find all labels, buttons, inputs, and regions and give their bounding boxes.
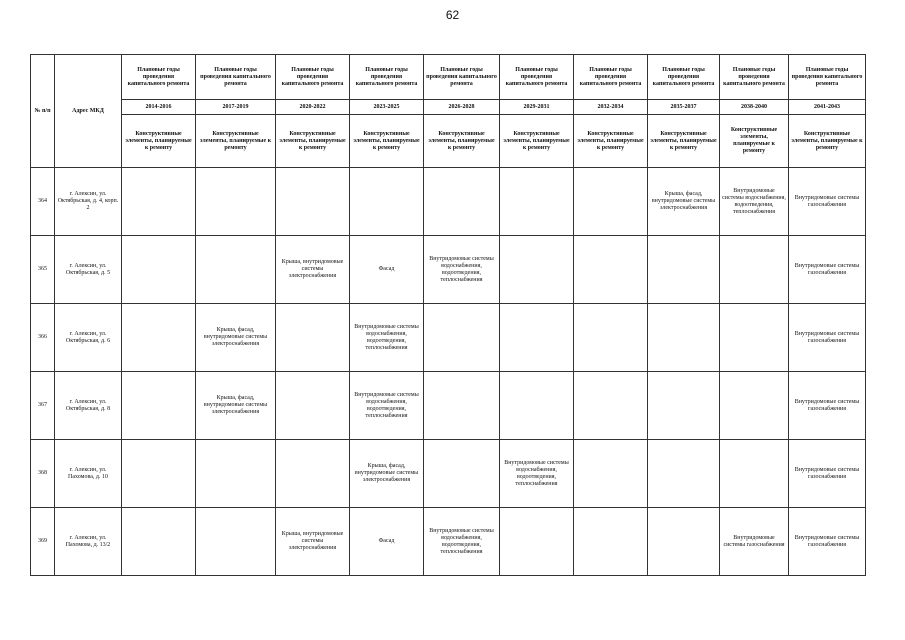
header-elements: Конструктивные элементы, планируемые к ремонту xyxy=(500,115,574,168)
table-cell xyxy=(720,372,789,440)
table-cell: Внутридомовые системы водоснабжения, водоотведения, теплоснабжения xyxy=(720,168,789,236)
header-period-title: Плановые годы проведения капитального ремонта xyxy=(574,55,648,100)
header-row-period-title xyxy=(31,55,866,100)
header-elements: Конструктивные элементы, планируемые к ремонту xyxy=(648,115,720,168)
header-row-periods xyxy=(31,100,866,115)
table-cell: Фасад xyxy=(350,508,424,576)
header-period: 2020-2022 xyxy=(276,100,350,115)
table-cell xyxy=(648,372,720,440)
table-cell xyxy=(500,508,574,576)
table-cell xyxy=(720,236,789,304)
table-cell xyxy=(350,168,424,236)
header-period: 2038-2040 xyxy=(720,100,789,115)
table-row xyxy=(31,372,866,440)
table-cell xyxy=(424,440,500,508)
table-cell: Внутридомовые системы водоснабжения, водоотведения, теплоснабжения xyxy=(350,304,424,372)
capital-repair-table xyxy=(30,54,866,576)
table-row xyxy=(31,168,866,236)
row-number: 365 xyxy=(31,236,55,304)
table-cell: Внутридомовые системы газоснабжения xyxy=(720,508,789,576)
header-elements: Конструктивные элементы, планируемые к ремонту xyxy=(789,115,866,168)
table-cell xyxy=(424,304,500,372)
header-period-title: Плановые годы проведения капитального ремонта xyxy=(350,55,424,100)
header-period-title: Плановые годы проведения капитального ремонта xyxy=(196,55,276,100)
table-row xyxy=(31,440,866,508)
table-cell xyxy=(574,168,648,236)
table-cell xyxy=(122,440,196,508)
table-cell xyxy=(720,440,789,508)
table-cell xyxy=(648,304,720,372)
header-period-title: Плановые годы проведения капитального ремонта xyxy=(789,55,866,100)
header-period-title: Плановые годы проведения капитального ремонта xyxy=(648,55,720,100)
table-row xyxy=(31,304,866,372)
table-cell xyxy=(648,440,720,508)
header-period: 2017-2019 xyxy=(196,100,276,115)
table-cell xyxy=(276,372,350,440)
table-cell xyxy=(500,304,574,372)
header-elements: Конструктивные элементы, планируемые к ремонту xyxy=(574,115,648,168)
header-period: 2041-2043 xyxy=(789,100,866,115)
table-row xyxy=(31,236,866,304)
header-elements: Конструктивные элементы, планируемые к ремонту xyxy=(122,115,196,168)
row-address: г. Алексин, ул. Октябрьская, д. 4, корп. 2 xyxy=(55,168,122,236)
table-cell: Крыша, фасад, внутридомовые системы электроснабжения xyxy=(350,440,424,508)
table-cell xyxy=(196,168,276,236)
header-period-title: Плановые годы проведения капитального ремонта xyxy=(122,55,196,100)
table-cell: Крыша, внутридомовые системы электроснабжения xyxy=(276,508,350,576)
table-cell: Внутридомовые системы газоснабжения xyxy=(789,508,866,576)
table-cell xyxy=(276,304,350,372)
table-cell xyxy=(424,372,500,440)
table-cell xyxy=(122,304,196,372)
row-number: 364 xyxy=(31,168,55,236)
table-cell: Внутридомовые системы водоснабжения, водоотведения, теплоснабжения xyxy=(500,440,574,508)
page-number: 62 xyxy=(445,8,460,22)
row-number: 369 xyxy=(31,508,55,576)
table-cell xyxy=(122,168,196,236)
table-cell xyxy=(500,372,574,440)
table-cell: Крыша, внутридомовые системы электроснабжения xyxy=(276,236,350,304)
table-cell: Внутридомовые системы водоснабжения, водоотведения, теплоснабжения xyxy=(424,508,500,576)
table-cell xyxy=(196,236,276,304)
header-period: 2035-2037 xyxy=(648,100,720,115)
header-period: 2032-2034 xyxy=(574,100,648,115)
header-period-title: Плановые годы проведения капитального ремонта xyxy=(500,55,574,100)
header-row-elements xyxy=(31,115,866,168)
table-cell: Крыша, фасад, внутридомовые системы электроснабжения xyxy=(196,372,276,440)
row-address: г. Алексин, ул. Октябрьская, д. 5 xyxy=(55,236,122,304)
row-number: 367 xyxy=(31,372,55,440)
row-address: г. Алексин, ул. Пахомова, д. 13/2 xyxy=(55,508,122,576)
table-cell xyxy=(500,168,574,236)
table-cell xyxy=(500,236,574,304)
table-cell: Внутридомовые системы газоснабжения xyxy=(789,440,866,508)
table-cell xyxy=(574,440,648,508)
row-address: г. Алексин, ул. Октябрьская, д. 6 xyxy=(55,304,122,372)
header-address: Адрес МКД xyxy=(55,55,122,168)
row-address: г. Алексин, ул. Октябрьская, д. 8 xyxy=(55,372,122,440)
header-period-title: Плановые годы проведения капитального ремонта xyxy=(424,55,500,100)
table-cell: Крыша, фасад, внутридомовые системы электроснабжения xyxy=(196,304,276,372)
table-cell: Внутридомовые системы газоснабжения xyxy=(789,236,866,304)
table-cell: Внутридомовые системы газоснабжения xyxy=(789,372,866,440)
table-cell xyxy=(574,508,648,576)
table-cell xyxy=(122,508,196,576)
table-cell xyxy=(122,236,196,304)
header-elements: Конструктивные элементы, планируемые к ремонту xyxy=(424,115,500,168)
table-cell xyxy=(424,168,500,236)
header-period-title: Плановые годы проведения капитального ремонта xyxy=(276,55,350,100)
table-cell xyxy=(574,304,648,372)
table-cell xyxy=(648,508,720,576)
header-elements: Конструктивные элементы, планируемые к ремонту xyxy=(350,115,424,168)
header-elements: Конструктивные элементы, планируемые к ремонту xyxy=(196,115,276,168)
header-num: № п/п xyxy=(31,55,55,168)
header-period: 2014-2016 xyxy=(122,100,196,115)
table-cell: Внутридомовые системы водоснабжения, водоотведения, теплоснабжения xyxy=(350,372,424,440)
table-cell xyxy=(276,168,350,236)
table-cell: Фасад xyxy=(350,236,424,304)
header-period: 2029-2031 xyxy=(500,100,574,115)
table-cell xyxy=(648,236,720,304)
table-cell: Внутридомовые системы газоснабжения xyxy=(789,304,866,372)
table-cell xyxy=(574,372,648,440)
row-number: 368 xyxy=(31,440,55,508)
table-row xyxy=(31,508,866,576)
table-cell xyxy=(574,236,648,304)
header-period: 2023-2025 xyxy=(350,100,424,115)
header-period: 2026-2028 xyxy=(424,100,500,115)
table-cell: Крыша, фасад, внутридомовые системы электроснабжения xyxy=(648,168,720,236)
table-cell xyxy=(276,440,350,508)
table-cell xyxy=(196,440,276,508)
header-elements: Конструктивные элементы, планируемые к ремонту xyxy=(720,115,789,168)
table-cell: Внутридомовые системы водоснабжения, водоотведения, теплоснабжения xyxy=(424,236,500,304)
header-period-title: Плановые годы проведения капитального ремонта xyxy=(720,55,789,100)
table-cell xyxy=(720,304,789,372)
table-cell xyxy=(196,508,276,576)
table-cell xyxy=(122,372,196,440)
header-elements: Конструктивные элементы, планируемые к ремонту xyxy=(276,115,350,168)
table-cell: Внутридомовые системы газоснабжения xyxy=(789,168,866,236)
row-address: г. Алексин, ул. Пахомова, д. 10 xyxy=(55,440,122,508)
row-number: 366 xyxy=(31,304,55,372)
